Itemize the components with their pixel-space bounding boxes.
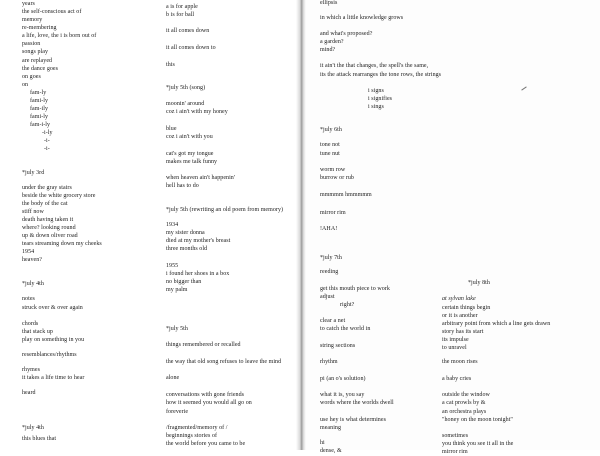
- text-line: the moon rises: [442, 359, 478, 365]
- text-line: *july 3rd: [22, 170, 45, 176]
- text-line: *july 7th: [320, 255, 342, 261]
- text-line: its the attack rearranges the tone rows, the strings: [320, 72, 442, 78]
- text-line: no bigger than: [166, 279, 202, 285]
- text-line: beginnings stories of: [166, 433, 218, 439]
- text-line: /fragmented/memory of /: [166, 425, 228, 431]
- text-line: certain things begin: [442, 305, 491, 311]
- text-line: you think you see it all in the: [442, 441, 514, 447]
- text-line: chords: [22, 321, 39, 327]
- text-line: !AHA!: [320, 226, 338, 232]
- text-line: use hey is what determines: [320, 417, 386, 423]
- text-line: 1934: [166, 222, 179, 228]
- text-line: where? looking round: [22, 225, 76, 231]
- text-line: a garden?: [320, 39, 344, 45]
- text-line: *july 5th (rewriting an old poem from memory): [166, 207, 284, 213]
- text-line: died at my mother's breast: [166, 238, 231, 244]
- text-line: in which a little knowledge grows: [320, 15, 404, 21]
- text-line: -i-: [44, 146, 50, 152]
- text-line: string sections: [320, 343, 356, 349]
- text-line: i found her shoes in a box: [166, 271, 230, 277]
- text-line: b is for ball: [166, 12, 195, 18]
- text-line: mirror rim: [320, 210, 346, 216]
- text-line: fam-ily: [30, 106, 49, 112]
- text-line: a baby cries: [442, 376, 472, 382]
- text-line: get this mouth piece to work: [320, 286, 390, 292]
- text-line: story has its start: [442, 329, 484, 335]
- text-line: resemblances/rhythms: [22, 352, 77, 358]
- text-line: it all comes down: [166, 28, 210, 34]
- text-line: heaven?: [22, 257, 43, 263]
- text-line: it takes a life time to hear: [22, 375, 85, 381]
- text-line: how it seemed you would all go on: [166, 400, 252, 406]
- text-line: the body of the cat: [22, 201, 68, 207]
- text-line: memory: [22, 17, 43, 23]
- text-line: up & down oliver road: [22, 233, 78, 239]
- text-line: the way that old song refuses to leave the mind: [166, 359, 282, 365]
- text-line: the dance goes: [22, 66, 59, 72]
- text-line: beside the white grocery store: [22, 193, 96, 199]
- text-line: conversations with gone friends: [166, 392, 245, 398]
- text-line: tone not: [320, 142, 340, 148]
- text-line: *july 8th: [468, 280, 490, 286]
- text-line: heard: [22, 390, 36, 396]
- text-line: a cat prowls by &: [442, 400, 486, 406]
- text-line: *july 6th: [320, 127, 342, 133]
- text-line: i signifies: [368, 96, 393, 102]
- text-line: i sings: [368, 104, 384, 110]
- text-line: words where the worlds dwell: [320, 400, 394, 406]
- text-line: this blues that: [22, 436, 57, 442]
- text-line: rhymes: [22, 367, 40, 373]
- text-line: worm row: [320, 167, 346, 173]
- text-line: tears streaming down my cheeks: [22, 241, 102, 247]
- text-line: meaning: [320, 425, 342, 431]
- text-line: fami-ly: [30, 98, 49, 104]
- text-line: stiff now: [22, 209, 44, 215]
- text-line: the self-conscious act of: [22, 9, 82, 15]
- text-line: mind?: [320, 47, 336, 53]
- text-line: tune nut: [320, 151, 340, 157]
- text-line: adjust: [320, 294, 335, 300]
- text-line: it ain't the that changes, the spell's the same,: [320, 63, 429, 69]
- text-line: arbitrary point from which a line gets drawn: [442, 321, 551, 327]
- text-line: it all comes down to: [166, 45, 216, 51]
- text-line: blue: [166, 126, 177, 132]
- text-line: or it is another: [442, 313, 478, 319]
- text-line: to catch the world in: [320, 326, 371, 332]
- text-line: 1955: [166, 263, 179, 269]
- text-line: death having taken it: [22, 217, 74, 223]
- book-gutter: [296, 0, 306, 450]
- text-line: at sylvan lake: [442, 296, 476, 302]
- text-line: *july 5th (song): [166, 85, 206, 91]
- text-line: and what's proposed?: [320, 31, 373, 37]
- text-line: what it is, you say: [320, 392, 365, 398]
- text-line: -i-ly: [42, 130, 53, 136]
- text-line: outside the window: [442, 392, 490, 398]
- text-line: are replayed: [22, 58, 53, 64]
- text-line: fam-ly: [30, 90, 47, 96]
- text-line: that stack up: [22, 329, 53, 335]
- text-line: three months old: [166, 246, 208, 252]
- text-line: my sister donna: [166, 230, 205, 236]
- text-line: notes: [22, 296, 35, 302]
- text-line: play on something in you: [22, 337, 85, 343]
- text-line: passion: [22, 41, 41, 47]
- text-line: things remembered or recalled: [166, 342, 241, 348]
- text-line: reeding: [320, 269, 339, 275]
- text-line: re-membering: [22, 25, 57, 31]
- text-line: dense, &: [320, 448, 342, 454]
- text-line: clear a net: [320, 318, 346, 324]
- text-line: songs play: [22, 49, 48, 55]
- text-line: struck over & over again: [22, 305, 83, 311]
- text-line: ellipsis: [320, 0, 338, 6]
- text-line: *july 4th: [22, 281, 44, 287]
- text-line: moonin' around: [166, 101, 205, 107]
- text-line: makes me talk funny: [166, 159, 218, 165]
- text-line: cat's got my tongue: [166, 151, 214, 157]
- text-line: an orchestra plays: [442, 409, 487, 415]
- text-line: hi: [320, 440, 325, 446]
- text-line: coz i ain't with you: [166, 134, 213, 140]
- text-line: my palm: [166, 287, 188, 293]
- text-line: fam-i-ly: [30, 122, 51, 128]
- text-line: a is for apple: [166, 4, 198, 10]
- text-line: to unravel: [442, 345, 467, 351]
- text-line: under the gray stairs: [22, 185, 72, 191]
- text-line: burrow or rub: [320, 175, 354, 181]
- text-line: the world before you came to be: [166, 441, 246, 447]
- text-line: fami-ly: [30, 114, 49, 120]
- text-line: i signs: [368, 88, 384, 94]
- text-line: foreverie: [166, 409, 189, 415]
- text-line: alone: [166, 375, 180, 381]
- text-line: a life, love, the i is born out of: [22, 33, 97, 39]
- text-line: when heaven ain't happenin': [166, 175, 235, 181]
- text-line: hell has to do: [166, 183, 199, 189]
- text-line: "honey on the moon tonight": [442, 417, 513, 423]
- text-line: rhythm: [320, 359, 338, 365]
- text-line: 1954: [22, 249, 35, 255]
- text-line: mmmmm hmmmmm: [320, 192, 372, 198]
- text-line: on goes: [22, 74, 41, 80]
- text-line: pi (an o's solution): [320, 376, 366, 382]
- text-line: right?: [340, 302, 355, 308]
- text-line: *july 5th: [166, 326, 188, 332]
- text-line: on: [22, 82, 29, 88]
- text-line: -i-: [44, 138, 50, 144]
- text-line: sometimes: [442, 433, 469, 439]
- text-line: *july 4th: [22, 425, 44, 431]
- text-line: this: [166, 62, 175, 68]
- text-line: coz i ain't with my honey: [166, 109, 228, 115]
- text-line: its impulse: [442, 337, 469, 343]
- text-line: years: [22, 1, 35, 7]
- text-line: mirror rim: [442, 449, 468, 455]
